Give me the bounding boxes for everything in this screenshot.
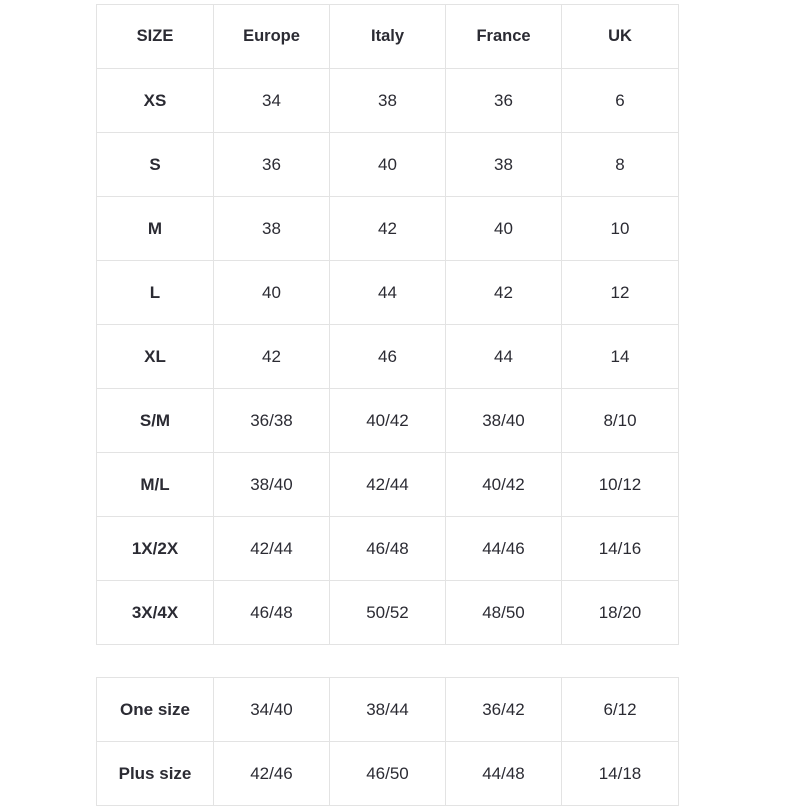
table-spacer bbox=[96, 645, 678, 677]
cell-europe: 34/40 bbox=[214, 678, 330, 742]
cell-uk: 14/18 bbox=[562, 742, 679, 806]
cell-france: 44/46 bbox=[446, 517, 562, 581]
cell-france: 38 bbox=[446, 133, 562, 197]
cell-uk: 8/10 bbox=[562, 389, 679, 453]
row-label: M bbox=[97, 197, 214, 261]
cell-italy: 40 bbox=[330, 133, 446, 197]
table-row bbox=[97, 133, 679, 197]
table-row bbox=[97, 742, 679, 806]
row-label: XS bbox=[97, 69, 214, 133]
cell-europe: 38/40 bbox=[214, 453, 330, 517]
column-header-france: France bbox=[446, 5, 562, 69]
cell-italy: 44 bbox=[330, 261, 446, 325]
cell-italy: 40/42 bbox=[330, 389, 446, 453]
cell-europe: 38 bbox=[214, 197, 330, 261]
size-conversion-table bbox=[96, 4, 679, 645]
cell-europe: 42/46 bbox=[214, 742, 330, 806]
row-label: S/M bbox=[97, 389, 214, 453]
cell-uk: 6 bbox=[562, 69, 679, 133]
cell-france: 36/42 bbox=[446, 678, 562, 742]
column-header-italy: Italy bbox=[330, 5, 446, 69]
cell-uk: 10 bbox=[562, 197, 679, 261]
cell-europe: 36/38 bbox=[214, 389, 330, 453]
row-label: S bbox=[97, 133, 214, 197]
column-header-size: SIZE bbox=[97, 5, 214, 69]
table-row bbox=[97, 453, 679, 517]
cell-france: 36 bbox=[446, 69, 562, 133]
cell-europe: 40 bbox=[214, 261, 330, 325]
row-label: One size bbox=[97, 678, 214, 742]
cell-france: 42 bbox=[446, 261, 562, 325]
cell-italy: 38 bbox=[330, 69, 446, 133]
cell-europe: 34 bbox=[214, 69, 330, 133]
table-row bbox=[97, 389, 679, 453]
table-header bbox=[97, 5, 679, 69]
one-size-table bbox=[96, 677, 679, 806]
table-row bbox=[97, 261, 679, 325]
cell-italy: 46/50 bbox=[330, 742, 446, 806]
cell-italy: 50/52 bbox=[330, 581, 446, 645]
column-header-europe: Europe bbox=[214, 5, 330, 69]
row-label: 3X/4X bbox=[97, 581, 214, 645]
cell-italy: 42/44 bbox=[330, 453, 446, 517]
cell-italy: 38/44 bbox=[330, 678, 446, 742]
column-header-uk: UK bbox=[562, 5, 679, 69]
cell-europe: 42 bbox=[214, 325, 330, 389]
table-body bbox=[97, 69, 679, 645]
cell-france: 44/48 bbox=[446, 742, 562, 806]
cell-italy: 46 bbox=[330, 325, 446, 389]
table-row bbox=[97, 325, 679, 389]
cell-uk: 6/12 bbox=[562, 678, 679, 742]
cell-france: 38/40 bbox=[446, 389, 562, 453]
cell-uk: 18/20 bbox=[562, 581, 679, 645]
cell-europe: 36 bbox=[214, 133, 330, 197]
cell-italy: 42 bbox=[330, 197, 446, 261]
table-row bbox=[97, 581, 679, 645]
cell-italy: 46/48 bbox=[330, 517, 446, 581]
cell-france: 44 bbox=[446, 325, 562, 389]
cell-france: 48/50 bbox=[446, 581, 562, 645]
row-label: M/L bbox=[97, 453, 214, 517]
cell-france: 40/42 bbox=[446, 453, 562, 517]
cell-france: 40 bbox=[446, 197, 562, 261]
cell-uk: 14 bbox=[562, 325, 679, 389]
table-row bbox=[97, 197, 679, 261]
cell-uk: 8 bbox=[562, 133, 679, 197]
cell-europe: 42/44 bbox=[214, 517, 330, 581]
cell-uk: 14/16 bbox=[562, 517, 679, 581]
row-label: L bbox=[97, 261, 214, 325]
table-row bbox=[97, 678, 679, 742]
row-label: Plus size bbox=[97, 742, 214, 806]
table-row bbox=[97, 517, 679, 581]
row-label: XL bbox=[97, 325, 214, 389]
table-header-row bbox=[97, 5, 679, 69]
table-body bbox=[97, 678, 679, 806]
tables-container bbox=[96, 4, 678, 806]
row-label: 1X/2X bbox=[97, 517, 214, 581]
table-row bbox=[97, 69, 679, 133]
cell-uk: 10/12 bbox=[562, 453, 679, 517]
cell-uk: 12 bbox=[562, 261, 679, 325]
cell-europe: 46/48 bbox=[214, 581, 330, 645]
